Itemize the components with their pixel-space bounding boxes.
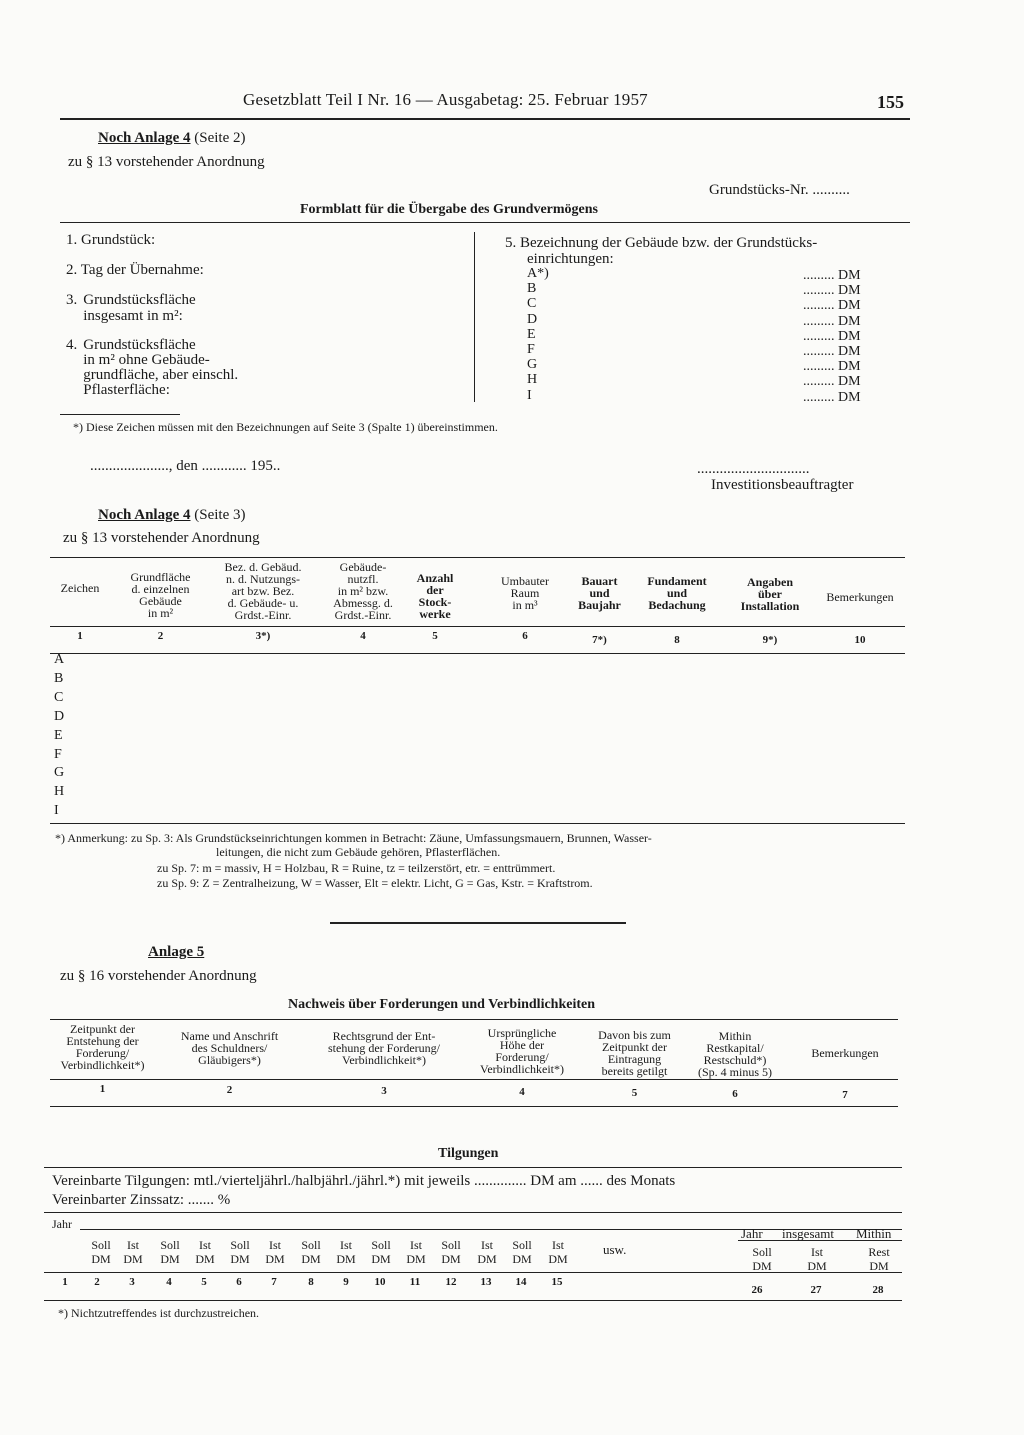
tilgungen-col-number: 13 bbox=[480, 1276, 492, 1288]
grundstuecks-nr: Grundstücks-Nr. .......... bbox=[709, 182, 850, 198]
tilgungen-right-number: 28 bbox=[872, 1284, 884, 1296]
table2-row-label: A bbox=[54, 652, 65, 667]
right-title-2: einrichtungen: bbox=[527, 251, 614, 267]
left-item-3 bbox=[66, 292, 196, 324]
table2-col-header: Fundament und Bedachung bbox=[647, 574, 707, 612]
table3-bottom-rule bbox=[50, 1106, 898, 1107]
table2-col-number: 2 bbox=[157, 630, 164, 642]
section1-footnote: *) Diese Zeichen müssen mit den Bezeichnungen auf Seite 3 (Spalte 1) übereinstimmen. bbox=[73, 420, 498, 434]
table3-col-header: Ursprüngliche Höhe der Forderung/ Verbindlichkeit*) bbox=[480, 1026, 564, 1076]
table3-col-header: Bemerkungen bbox=[811, 1046, 879, 1060]
table3-col-number: 6 bbox=[732, 1088, 738, 1100]
tilgungen-pair-header: Ist DM bbox=[265, 1238, 285, 1266]
table3-col-header: Mithin Restkapital/ Restschuld*) (Sp. 4 minus 5) bbox=[697, 1029, 772, 1079]
form-title: Formblatt für die Übergabe des Grundvermögens bbox=[300, 202, 598, 217]
left-item-text: Grundstücksfläche in m² ohne Gebäude- grundfläche, aber einschl. Pflasterfläche: bbox=[83, 337, 239, 398]
dm-value: ......... DM bbox=[803, 268, 861, 283]
tilgungen-col-number: 2 bbox=[94, 1276, 100, 1288]
table3-col-header: Rechtsgrund der Ent- stehung der Forderung/ Verbindlichkeit*) bbox=[328, 1029, 440, 1067]
table2-col-header: Bauart und Baujahr bbox=[578, 574, 621, 612]
section1-subheading: zu § 13 vorstehender Anordnung bbox=[68, 154, 265, 170]
note-sp7: zu Sp. 7: m = massiv, H = Holzbau, R = Ruine, tz = teilzerstört, etr. = enttrümmert. bbox=[157, 861, 556, 875]
table2-col-number: 8 bbox=[674, 634, 680, 646]
table2-row-label: F bbox=[54, 746, 62, 762]
table3-col-number: 3 bbox=[381, 1085, 387, 1097]
right-letter: F bbox=[527, 342, 535, 357]
table2-col-header: Zeichen bbox=[60, 581, 100, 595]
tilgungen-col-number: 14 bbox=[515, 1276, 527, 1288]
table3-col-number: 7 bbox=[842, 1089, 848, 1101]
tilgungen-pair-header: Soll DM bbox=[301, 1238, 321, 1266]
tilgungen-pair-header: Ist DM bbox=[336, 1238, 356, 1266]
tilgungen-pair-header: Ist DM bbox=[195, 1238, 215, 1266]
tilgungen-col-number: 11 bbox=[409, 1276, 421, 1288]
tilgungen-pair-header: Soll DM bbox=[441, 1238, 461, 1266]
note-sp3-cont: leitungen, die nicht zum Gebäude gehören, Pflasterflächen. bbox=[216, 845, 501, 859]
tilgungen-rule2 bbox=[44, 1212, 902, 1213]
tilgungen-col-number: 6 bbox=[236, 1276, 242, 1288]
dm-value: ......... DM bbox=[803, 283, 861, 299]
table2-col-number: 3*) bbox=[255, 630, 271, 642]
dm-value: ......... DM bbox=[803, 328, 861, 344]
left-item-num: 3. bbox=[66, 292, 78, 308]
table3-col-number: 5 bbox=[631, 1087, 638, 1099]
tilgungen-pair-header: Soll DM bbox=[230, 1238, 250, 1266]
tilgungen-pair-header: Soll DM bbox=[91, 1238, 111, 1266]
table2-col-header: Angaben über Installation bbox=[740, 575, 800, 613]
dm-value: ......... DM bbox=[803, 374, 861, 390]
table2-col-header: Bez. d. Gebäud. n. d. Nutzungs- art bzw. Bez. d. Gebäude- u. Grdst.-Einr. bbox=[224, 560, 302, 622]
section3-heading: Anlage 5 bbox=[148, 944, 205, 960]
section2-heading-page: (Seite 3) bbox=[194, 507, 246, 523]
page-header-title: Gesetzblatt Teil I Nr. 16 — Ausgabetag: 25. Februar 1957 bbox=[243, 90, 648, 109]
table2-col-number: 9*) bbox=[762, 634, 778, 646]
tilgungen-jahr: Jahr bbox=[52, 1217, 72, 1231]
table2-row-label: B bbox=[54, 670, 64, 686]
tilgungen-bottom-rule bbox=[44, 1300, 902, 1301]
tilgungen-jahr-rule bbox=[80, 1229, 902, 1230]
tilgungen-col-number: 7 bbox=[271, 1276, 277, 1288]
right-title-1: 5. Bezeichnung der Gebäude bzw. der Grundstücks- bbox=[505, 235, 818, 251]
table2-row-label: H bbox=[54, 784, 65, 800]
table2-row-label: G bbox=[54, 765, 65, 781]
section1-heading-page: (Seite 2) bbox=[194, 130, 246, 146]
table2-head-rule bbox=[50, 626, 905, 627]
table2-col-number: 7*) bbox=[592, 634, 607, 646]
tilgungen-right-number: 26 bbox=[751, 1284, 763, 1296]
form-divider bbox=[474, 232, 475, 402]
table2-top-rule bbox=[50, 557, 905, 558]
right-head-insgesamt: insgesamt bbox=[782, 1226, 834, 1241]
section2-subheading: zu § 13 vorstehender Anordnung bbox=[63, 530, 260, 546]
right-letter: C bbox=[527, 296, 537, 312]
tilgungen-head-rule bbox=[44, 1272, 902, 1273]
section1-heading-label: Noch Anlage 4 bbox=[98, 130, 191, 146]
dm-value: ......... DM bbox=[803, 344, 861, 359]
tilgungen-pair-header: Ist DM bbox=[123, 1238, 143, 1266]
tilgungen-pair-header: Ist DM bbox=[406, 1238, 426, 1266]
table3-top-rule bbox=[50, 1019, 898, 1020]
table2-row-label: I bbox=[54, 803, 59, 819]
left-item-num: 1. bbox=[66, 232, 78, 248]
right-head-jahr: Jahr bbox=[741, 1226, 763, 1241]
table3-col-header: Davon bis zum Zeitpunkt der Eintragung bereits getilgt bbox=[598, 1028, 671, 1078]
tilgungen-col-number: 10 bbox=[374, 1276, 386, 1288]
dm-value: ......... DM bbox=[803, 389, 861, 405]
left-item-text: Grundstück: bbox=[81, 232, 156, 248]
left-item-text: Grundstücksfläche insgesamt in m²: bbox=[83, 292, 196, 324]
table2-col-number: 10 bbox=[854, 634, 866, 646]
section-separator bbox=[330, 922, 626, 924]
table2-col-header: Anzahl der Stock- werke bbox=[416, 571, 454, 621]
tilgungen-col-number: 5 bbox=[201, 1276, 207, 1288]
table2-col-header: Umbauter Raum in m³ bbox=[501, 574, 549, 612]
tilgungen-col-number: 15 bbox=[551, 1276, 563, 1288]
right-letter: D bbox=[527, 311, 538, 327]
header-rule bbox=[60, 118, 910, 120]
tilgungen-right-sub: Ist DM bbox=[807, 1245, 827, 1273]
form-top-rule bbox=[60, 222, 910, 223]
tilgungen-usw: usw. bbox=[603, 1242, 627, 1257]
left-item-2 bbox=[66, 262, 204, 278]
tilgungen-col-number: 9 bbox=[343, 1276, 349, 1288]
table3-head-rule bbox=[50, 1079, 898, 1080]
date-line: ....................., den ............ 195.. bbox=[90, 458, 281, 474]
table2-col-number: 4 bbox=[360, 630, 366, 642]
table2-col-number: 1 bbox=[77, 630, 83, 642]
table2-num-rule bbox=[50, 653, 905, 654]
tilgungen-title: Tilgungen bbox=[438, 1146, 499, 1161]
tilgungen-pair-header: Soll DM bbox=[512, 1238, 532, 1266]
tilgungen-line1: Vereinbarte Tilgungen: mtl./vierteljährl./halbjährl./jährl.*) mit jeweils .............. DM am ...... des Monats bbox=[52, 1173, 676, 1189]
tilgungen-pair-header: Ist DM bbox=[477, 1238, 497, 1266]
table2-col-number: 5 bbox=[432, 630, 438, 642]
table2-row-label: E bbox=[54, 727, 63, 743]
section3-subheading: zu § 16 vorstehender Anordnung bbox=[60, 968, 257, 984]
left-item-1 bbox=[66, 232, 155, 248]
tilgungen-col-number: 1 bbox=[62, 1276, 68, 1288]
tilgungen-col-number: 4 bbox=[166, 1276, 172, 1288]
tilgungen-pair-header: Ist DM bbox=[548, 1238, 568, 1266]
table3-col-number: 1 bbox=[99, 1083, 106, 1095]
table2-bottom-rule bbox=[50, 823, 905, 824]
table3-col-number: 4 bbox=[519, 1086, 525, 1098]
tilgungen-pair-header: Soll DM bbox=[160, 1238, 180, 1266]
tilgungen-right-number: 27 bbox=[810, 1284, 822, 1296]
right-letter: H bbox=[527, 372, 538, 388]
left-item-4 bbox=[66, 338, 238, 398]
tilgungen-top-rule bbox=[44, 1167, 902, 1168]
left-item-num: 4. bbox=[66, 337, 78, 353]
tilgungen-righthead-rule bbox=[738, 1240, 902, 1241]
right-letter: B bbox=[527, 281, 537, 297]
tilgungen-line2: Vereinbarter Zinssatz: ....... % bbox=[52, 1192, 231, 1208]
table2-row-label: C bbox=[54, 689, 64, 705]
tilgungen-right-sub: Rest DM bbox=[868, 1245, 890, 1273]
table2-col-header: Bemerkungen bbox=[826, 590, 894, 604]
table2-col-number: 6 bbox=[522, 630, 528, 642]
section1-heading bbox=[98, 130, 246, 147]
tilgungen-col-number: 3 bbox=[129, 1276, 135, 1288]
left-item-text: Tag der Übernahme: bbox=[80, 262, 204, 278]
table3-col-header: Name und Anschrift des Schuldners/ Gläubigers*) bbox=[180, 1029, 279, 1067]
tilgungen-footnote: *) Nichtzutreffendes ist durchzustreichen. bbox=[58, 1306, 260, 1320]
right-letter: A*) bbox=[527, 266, 549, 281]
dm-value: ......... DM bbox=[803, 359, 861, 375]
section2-heading bbox=[98, 507, 246, 524]
tilgungen-col-number: 8 bbox=[308, 1276, 314, 1288]
left-item-num: 2. bbox=[66, 262, 78, 278]
right-head-mithin: Mithin bbox=[856, 1226, 892, 1241]
table3-col-number: 2 bbox=[226, 1084, 233, 1096]
signature-label: Investitionsbeauftragter bbox=[711, 477, 854, 493]
dm-value: ......... DM bbox=[803, 313, 861, 329]
footnote-rule bbox=[60, 414, 180, 415]
table2-col-header: Grundfläche d. einzelnen Gebäude in m² bbox=[130, 570, 191, 620]
signature-line: .............................. bbox=[697, 461, 810, 477]
tilgungen-col-number: 12 bbox=[445, 1276, 457, 1288]
section3-title: Nachweis über Forderungen und Verbindlichkeiten bbox=[288, 997, 596, 1012]
page-number: 155 bbox=[877, 92, 904, 112]
section2-heading-label: Noch Anlage 4 bbox=[98, 507, 191, 523]
note-sp9: zu Sp. 9: Z = Zentralheizung, W = Wasser, Elt = elektr. Licht, G = Gas, Kstr. = Kraftstrom. bbox=[157, 876, 593, 890]
right-letter: E bbox=[527, 326, 536, 342]
right-letter: G bbox=[527, 357, 538, 373]
tilgungen-right-sub: Soll DM bbox=[752, 1245, 772, 1273]
tilgungen-pair-header: Soll DM bbox=[371, 1238, 391, 1266]
note-sp3: *) Anmerkung: zu Sp. 3: Als Grundstückseinrichtungen kommen in Betracht: Zäune, Umfassungsmauern, Brunnen, Wasser- bbox=[55, 831, 652, 845]
table2-row-label: D bbox=[54, 708, 65, 724]
table3-col-header: Zeitpunkt der Entstehung der Forderung/ Verbindlichkeit*) bbox=[60, 1022, 145, 1072]
dm-value: ......... DM bbox=[803, 298, 861, 314]
table2-col-header: Gebäude- nutzfl. in m² bzw. Abmessg. d. Grdst.-Einr. bbox=[333, 560, 393, 622]
right-letter: I bbox=[527, 387, 532, 403]
